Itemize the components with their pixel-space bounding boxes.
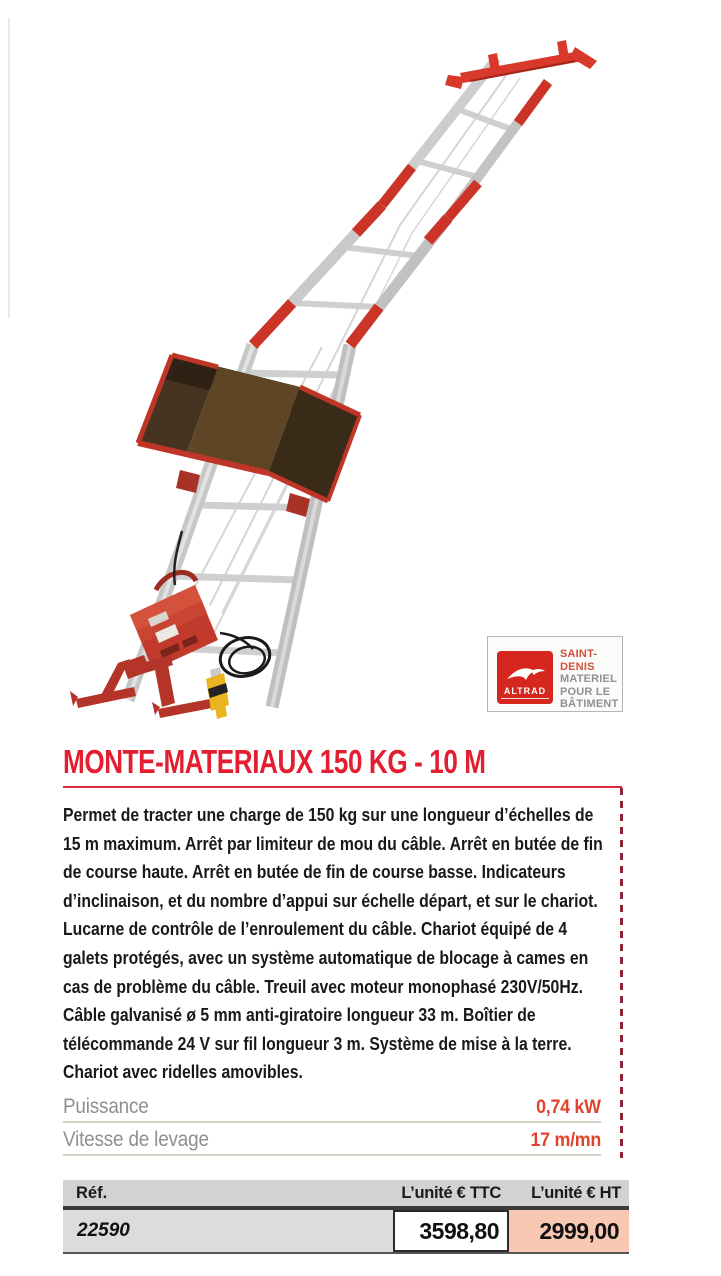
header-ref: Réf. <box>76 1183 108 1202</box>
price-ttc: 3598,80 <box>393 1210 509 1252</box>
dealer-name: SAINT-DENIS <box>560 648 598 673</box>
price-ht: 2999,00 <box>509 1210 629 1252</box>
platform-box <box>138 355 360 517</box>
header-unit-ht: L’unité € HT <box>531 1183 621 1202</box>
dealer-line: POUR LE <box>560 685 611 698</box>
spec-value: 0,74 kW <box>536 1097 601 1118</box>
spec-row-vitesse <box>63 1123 601 1156</box>
ladder-hoist-illustration <box>60 15 640 730</box>
product-photo <box>60 15 640 730</box>
top-anchor-bracket <box>445 40 597 89</box>
altrad-badge <box>487 636 623 712</box>
price-table-row <box>63 1210 629 1252</box>
page-title: MONTE-MATERIAUX 150 KG - 10 M <box>63 743 486 780</box>
brand-name: ALTRAD <box>501 686 549 699</box>
header-unit-ttc: L’unité € TTC <box>401 1183 501 1202</box>
scan-edge-artifact <box>8 18 10 318</box>
dealer-line: MATERIEL <box>560 673 618 685</box>
title-rule <box>63 786 622 788</box>
spec-label: Puissance <box>63 1095 149 1118</box>
dashed-separator <box>620 788 623 1158</box>
price-table-header <box>63 1180 629 1210</box>
spec-row-puissance <box>63 1090 601 1123</box>
seagull-icon <box>501 655 549 687</box>
spec-value: 17 m/mn <box>530 1130 601 1151</box>
support-feet <box>70 655 217 718</box>
remote-plug-device <box>206 667 229 719</box>
price-table <box>63 1180 629 1254</box>
altrad-logo <box>497 651 553 704</box>
ref-value: 22590 <box>63 1210 393 1252</box>
cable-coil <box>216 633 274 682</box>
spec-list <box>63 1090 601 1156</box>
dealer-text <box>560 648 622 711</box>
product-description: Permet de tracter une charge de 150 kg sur une longueur d’échelles de 15 m maximum. Arrêt par limiteur de mou du câble. Arrêt en butée de fin de course haute. Arrêt en butée de fin de course basse. Indicateurs d’inclinaison, et du nombre d’appui sur échelle départ, et sur le chariot. Lucarne de contrôle de l’enroulement du câble. Chariot équipé de 4 galets protégés, avec un système automatique de blocage à cames en cas de problème du câble. Treuil avec moteur monophasé 230V/50Hz. Câble galvanisé ø 5 mm anti-giratoire longueur 33 m. Boîtier de télécommande 24 V sur fil longueur 3 m. Système de mise à la terre. Chariot avec ridelles amovibles. <box>63 805 603 1083</box>
spec-label: Vitesse de levage <box>63 1128 209 1151</box>
dealer-line: BÂTIMENT <box>560 698 619 710</box>
